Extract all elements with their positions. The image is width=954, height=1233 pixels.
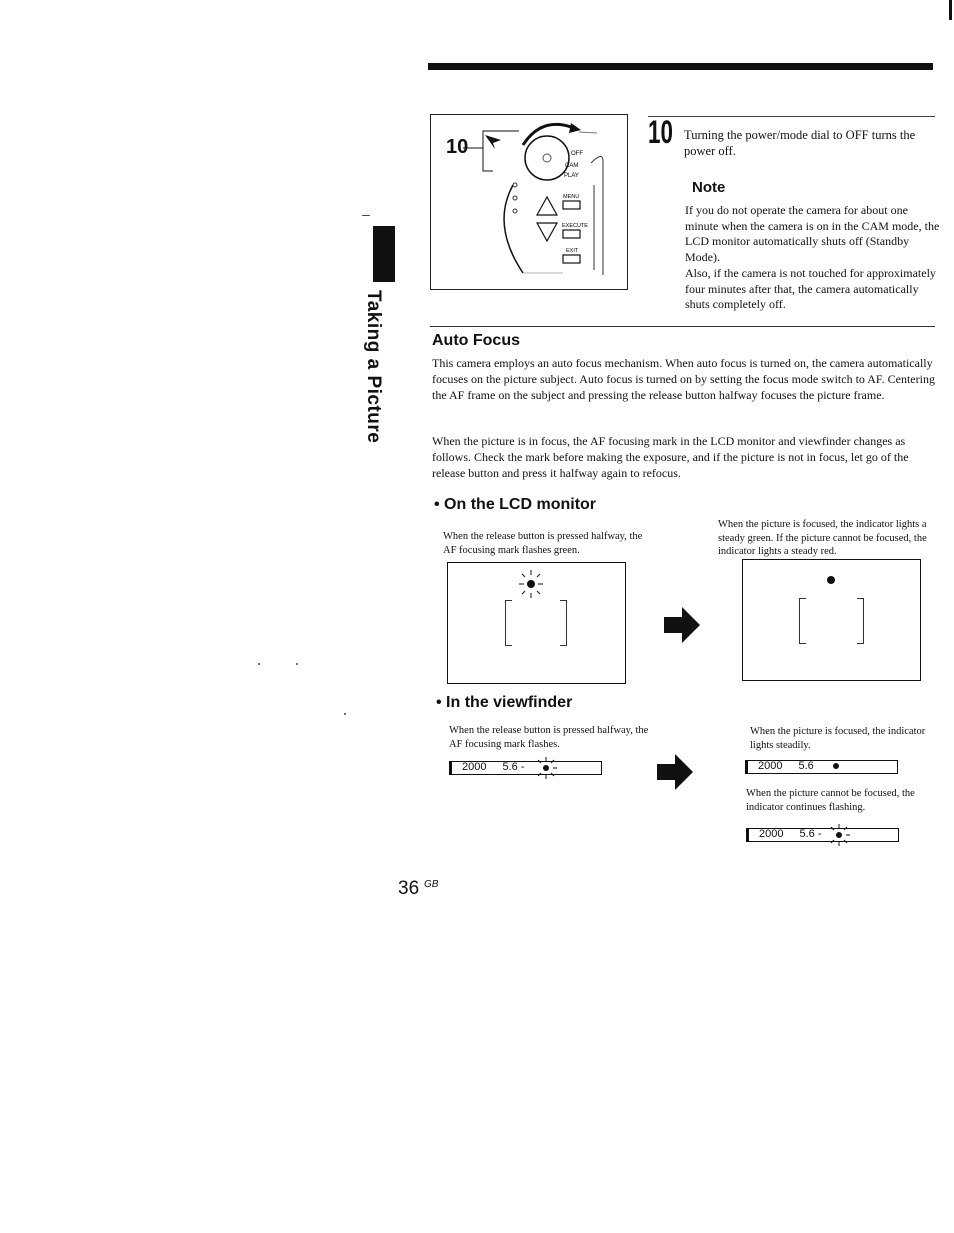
shutter-speed-readout: 2000 [462,761,487,773]
auto-focus-paragraph-1: This camera employs an auto focus mechanism. When auto focus is turned on, the camera automatically focuses on the picture subject. Auto focus is turned on by setting the focus mode switch to AF. Centering the AF frame on the subject and pressing the release button halfway focuses the picture frame. [432,356,935,402]
dial-label-cam: CAM [565,163,579,169]
af-frame-left-bracket [799,598,806,644]
step-rule [648,116,935,117]
dial-label-off: OFF [571,151,583,157]
chapter-tab-label: Taking a Picture [363,290,384,444]
page-number: 36 [398,878,420,899]
viewfinder-heading: • In the viewfinder [436,694,573,711]
note-paragraph: Also, if the camera is not touched for approximately four minutes after that, the camera automatically shuts completely off. [685,265,936,312]
aperture-readout: 5.6 - [502,761,525,773]
viewfinder-display-flashing [449,761,602,775]
af-frame-left-bracket [505,600,512,646]
section-rule [430,326,935,327]
dial-label-play: PLAY [564,173,579,179]
menu-button-label: MENU [563,194,580,200]
right-arrow-icon [655,752,695,792]
lcd-monitor-heading: • On the LCD monitor [434,496,597,513]
flashing-focus-mark-icon [534,756,558,780]
aperture-readout: 5.6 [798,760,814,772]
viewfinder-caption-focused: When the picture is focused, the indicator lights steadily. [750,726,926,751]
auto-focus-paragraph-2: When the picture is in focus, the AF focusing mark in the LCD monitor and viewfinder changes as follows. Check the mark before making the exposure, and if the picture is not in focus, let go of the release button and press it halfway again to refocus. [432,434,909,480]
note-body [685,203,940,313]
header-rule [428,63,933,70]
scan-speck [344,713,346,715]
note-paragraph: If you do not operate the camera for about one minute when the camera is on in the CAM mode, the LCD monitor automatically shuts off (Standby Mode). [685,203,940,265]
exit-button [563,255,580,263]
note-heading: Note [692,179,726,196]
af-frame-right-bracket [857,598,864,644]
right-arrow-icon [662,605,702,645]
page-edge-mark [949,0,952,20]
steady-focus-mark-icon [825,574,837,586]
figure-callout-number: 10 [446,136,469,158]
step-text: Turning the power/mode dial to OFF turns the power off. [684,128,916,158]
viewfinder-display-unfocused [746,828,899,842]
lcd-monitor-focused [742,559,921,681]
steady-focus-mark-icon [832,762,840,770]
viewfinder-caption-unfocused: When the picture cannot be focused, the indicator continues flashing. [746,788,915,813]
scan-speck [296,663,298,665]
lcd-caption-flashing: When the release button is pressed halfway, the AF focusing mark flashes green. [443,531,643,556]
aperture-readout: 5.6 - [799,828,822,840]
menu-button [563,201,580,209]
lcd-monitor-flashing [447,562,626,684]
execute-button-label: EXECUTE [562,223,588,229]
viewfinder-display-focused [745,760,898,774]
scan-speck [362,215,370,216]
viewfinder-caption-flashing: When the release button is pressed halfway, the AF focusing mark flashes. [449,725,649,750]
scan-speck [258,663,260,665]
auto-focus-heading: Auto Focus [432,332,520,349]
page-language-suffix: GB [424,879,439,890]
shutter-speed-readout: 2000 [758,760,783,772]
shutter-speed-readout: 2000 [759,828,784,840]
execute-button [563,230,580,238]
exit-button-label: EXIT [566,248,579,254]
lcd-caption-focused: When the picture is focused, the indicator lights a steady green. If the picture cannot be focused, the indicator lights a steady red. [718,519,927,557]
chapter-tab-marker [373,226,395,282]
flashing-focus-mark-icon [827,823,851,847]
flashing-focus-mark-icon [516,567,546,601]
step-number: 10 [648,114,673,150]
af-frame-right-bracket [560,600,567,646]
